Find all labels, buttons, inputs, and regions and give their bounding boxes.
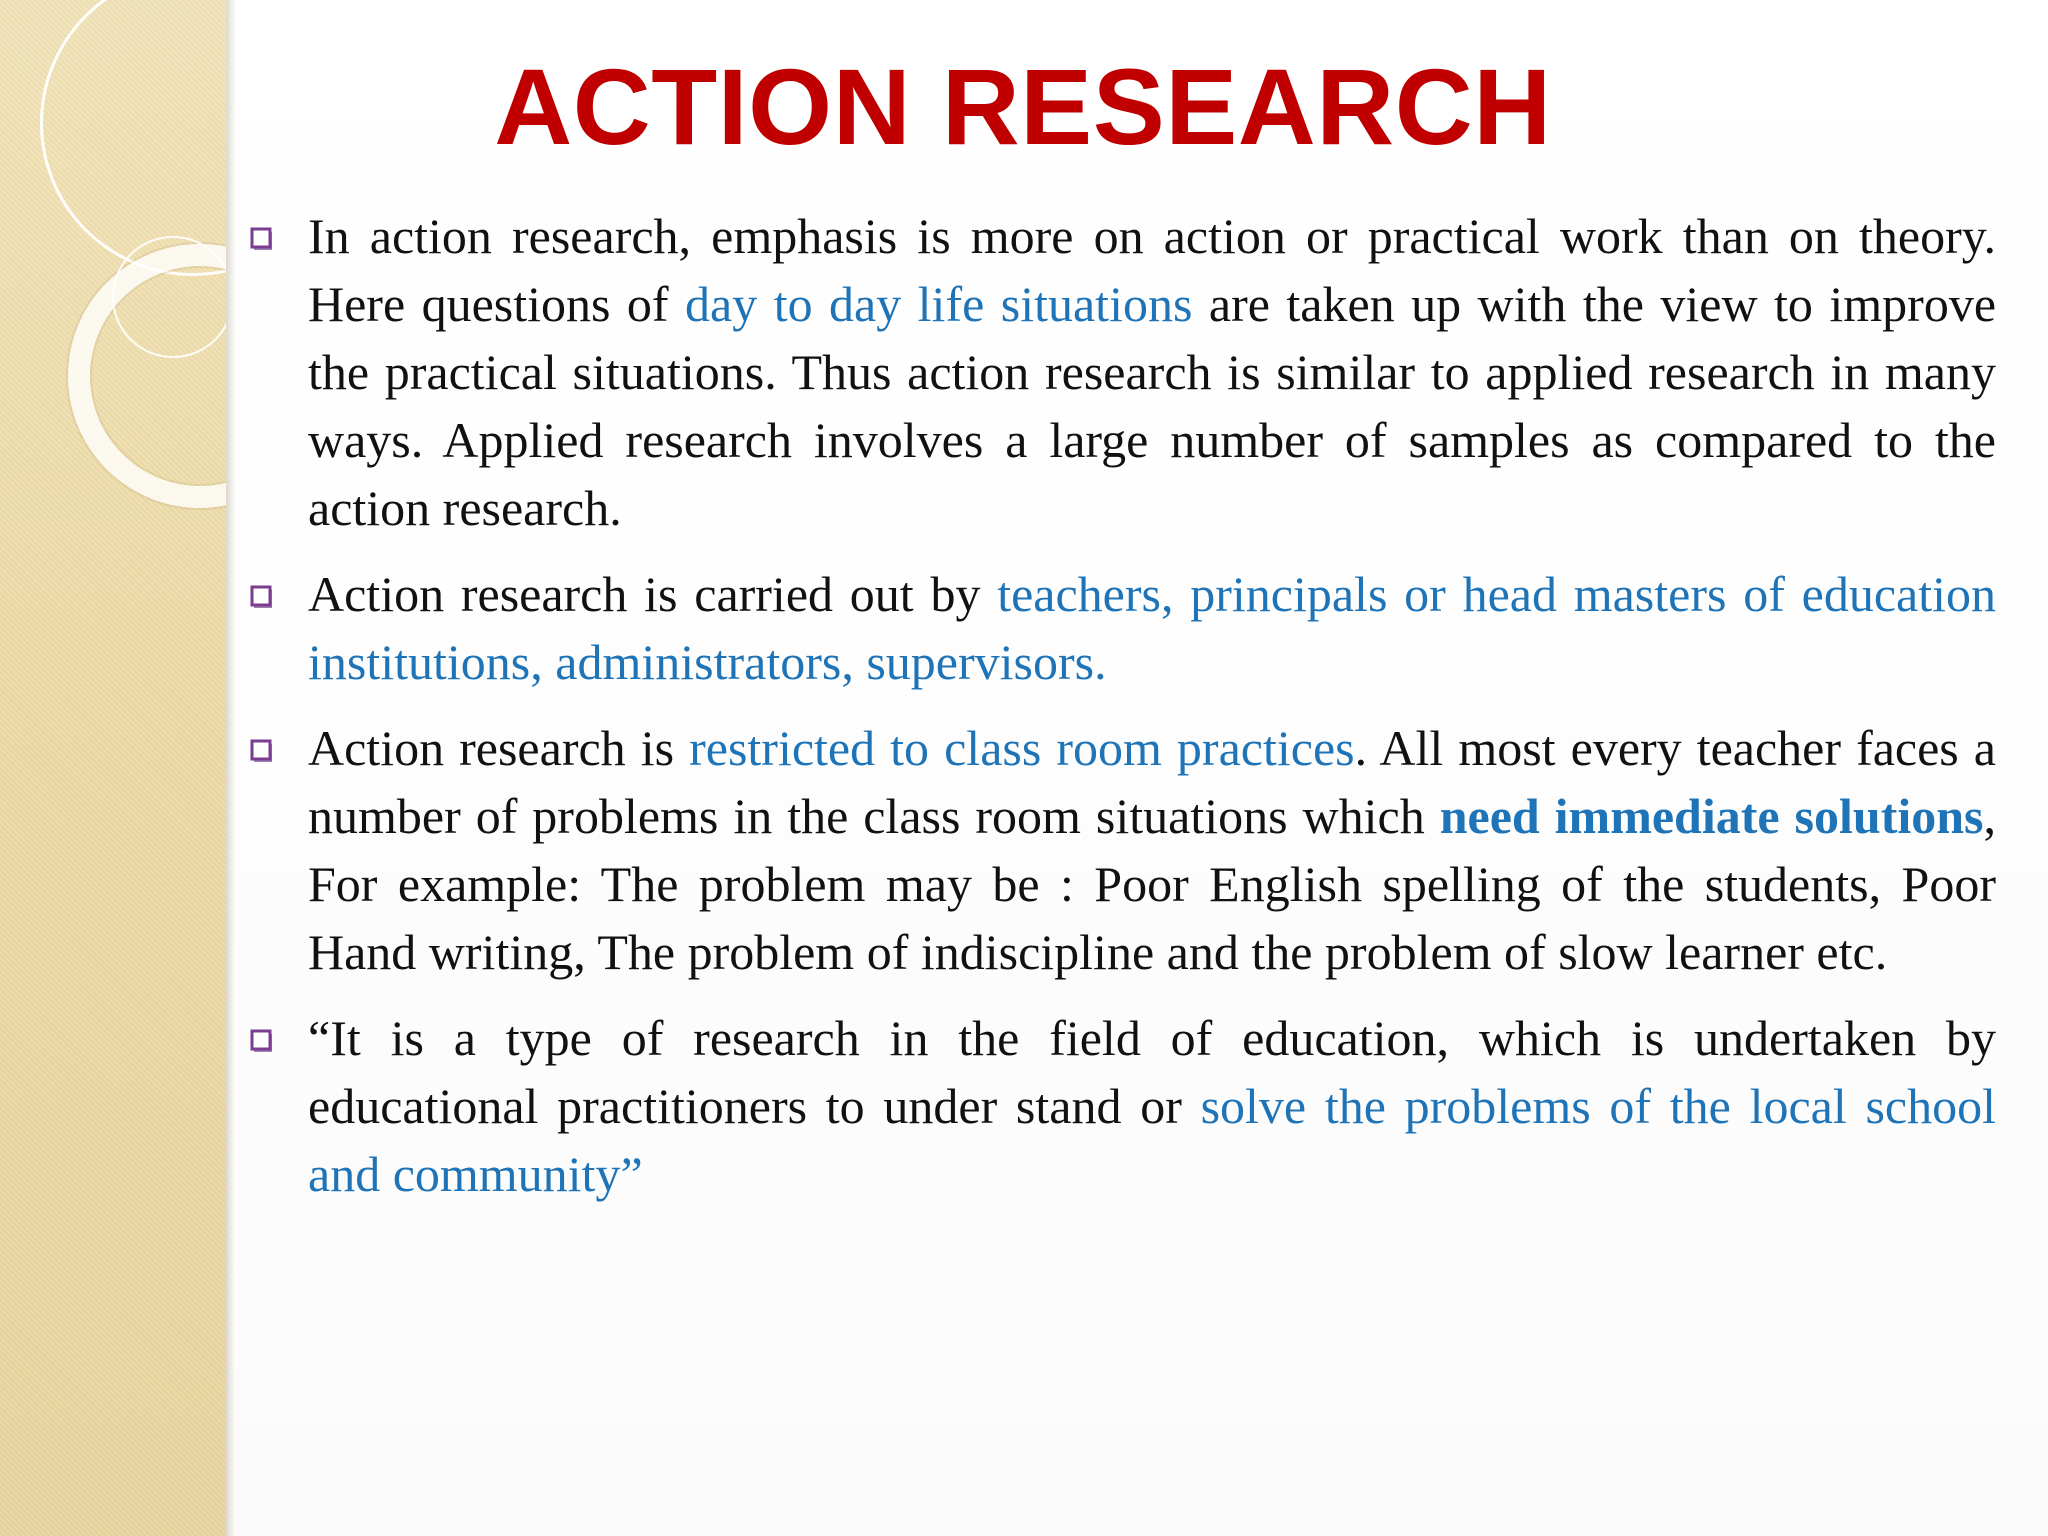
text-segment: In action research, emphasis is more on action or practical work than on theory. Here questions of xyxy=(308,208,1996,332)
square-bullet-icon xyxy=(250,738,276,764)
bullet-text xyxy=(308,202,1996,542)
bullet-item xyxy=(244,202,1996,542)
text-segment: Action research is carried out by xyxy=(308,566,998,622)
decorative-ring-medium xyxy=(68,244,226,508)
bullet-item xyxy=(244,1004,1996,1208)
bold-highlighted-phrase: need immediate solutions xyxy=(1439,788,1984,844)
text-segment: . All most every teacher faces a number of problems in the class room situations which xyxy=(308,720,1996,844)
highlighted-phrase: teachers, principals or head masters of education institutions, administrators, supervisors. xyxy=(308,566,1996,690)
bullet-item xyxy=(244,560,1996,696)
highlighted-phrase: solve the problems of the local school and community” xyxy=(308,1078,1996,1202)
decorative-ring-small xyxy=(112,236,226,358)
bullet-list xyxy=(244,202,1996,1226)
bullet-text xyxy=(308,560,1996,696)
slide-title: ACTION RESEARCH xyxy=(494,46,1552,167)
text-segment: , For example: The problem may be : Poor English spelling of the students, Poor Hand writing, The problem of indiscipline and the problem of slow learner etc. xyxy=(308,788,1996,980)
highlighted-phrase: restricted to class room practices xyxy=(689,720,1355,776)
decorative-ring-large xyxy=(40,0,226,276)
bullet-item xyxy=(244,714,1996,986)
square-bullet-icon xyxy=(250,584,276,610)
text-segment: are taken up with the view to improve the practical situations. Thus action research is similar to applied research in many ways. Applied research involves a large number of samples as compared to the action research. xyxy=(308,276,1997,536)
bullet-text xyxy=(308,1004,1996,1208)
text-segment: “It is a type of research in the field of education, which is undertaken by educational practitioners to under stand or xyxy=(308,1010,1996,1134)
side-panel-shadow xyxy=(226,0,236,1536)
bullet-text xyxy=(308,714,1996,986)
square-bullet-icon xyxy=(250,226,276,252)
highlighted-phrase: day to day life situations xyxy=(685,276,1193,332)
text-segment: Action research is xyxy=(308,720,690,776)
square-bullet-icon xyxy=(250,1028,276,1054)
decorative-side-panel xyxy=(0,0,226,1536)
